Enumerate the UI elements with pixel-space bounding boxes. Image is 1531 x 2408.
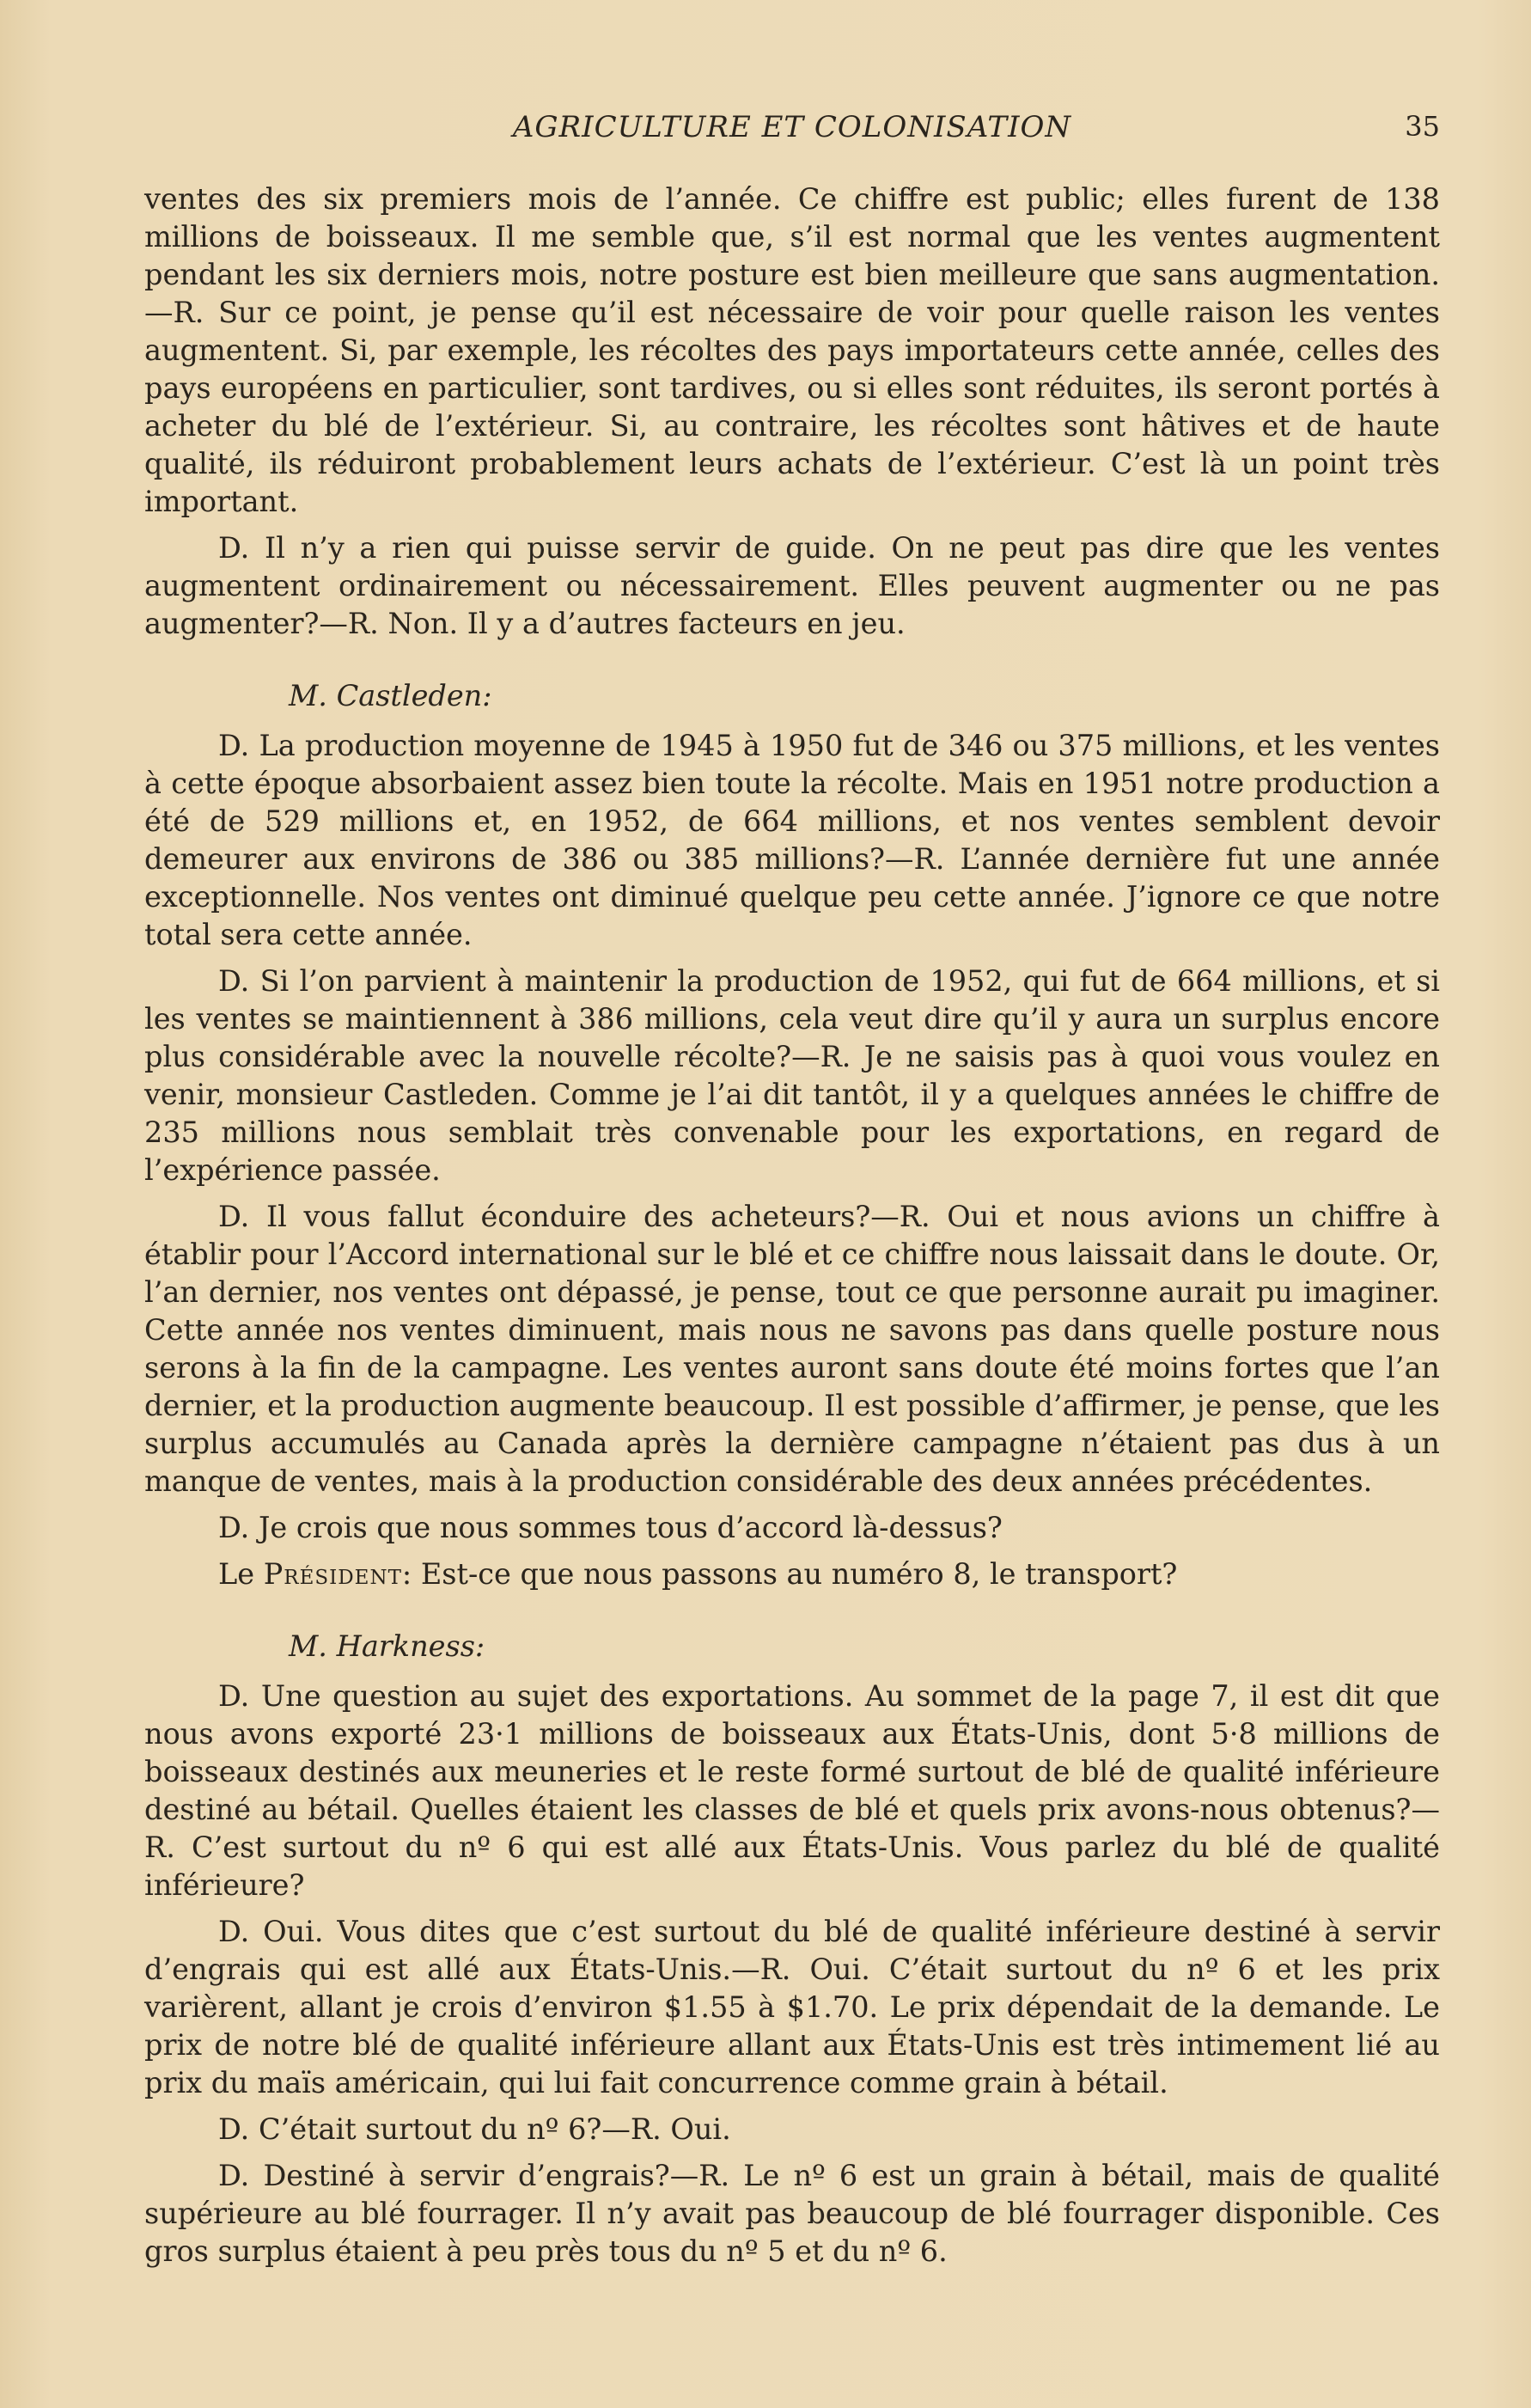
document-body — [144, 180, 1440, 2270]
page-number: 35 — [1405, 110, 1440, 143]
paragraph: D. Une question au sujet des exportations. Au sommet de la page 7, il est dit que nous avons exporté 23·1 millions de boisseaux aux États-Unis, dont 5·8 millions de boisseaux destinés aux meuneries et le reste formé surtout de blé de qualité inférieure destiné au bétail. Quelles étaient les classes de blé et quels prix avons-nous obtenus?—R. C’est surtout du nº 6 qui est allé aux États-Unis. Vous parlez du blé de qualité inférieure? — [144, 1679, 1440, 1902]
paragraph: D. Oui. Vous dites que c’est surtout du blé de qualité inférieure destiné à servir d’engrais qui est allé aux États-Unis.—R. Oui. C’était surtout du nº 6 et les prix varièrent, allant je crois d’environ $1.55 à $1.70. Le prix dépendait de la demande. Le prix de notre blé de qualité inférieure allant aux États-Unis est très intimement lié au prix du maïs américain, qui lui fait concurrence comme grain à bétail. — [144, 1915, 1440, 2099]
running-title: AGRICULTURE ET COLONISATION — [512, 110, 1072, 144]
paragraph: D. Il vous fallut éconduire des acheteurs?—R. Oui et nous avions un chiffre à établir pour l’Accord international sur le blé et ce chiffre nous laissait dans le doute. Or, l’an dernier, nos ventes ont dépassé, je pense, tout ce que personne aurait pu imaginer. Cette année nos ventes diminuent, mais nous ne savons pas dans quelle posture nous serons à la fin de la campagne. Les ventes auront sans doute été moins fortes que l’an dernier, et la production augmente beaucoup. Il est possible d’affirmer, je pense, que les surplus accumulés au Canada après la dernière campagne n’étaient pas dus à un manque de ventes, mais à la production considérable des deux années précédentes. — [144, 1200, 1440, 1498]
president-lead: Le — [218, 1557, 264, 1591]
speaker-heading: M. Harkness: — [289, 1629, 485, 1663]
president-remark — [144, 1555, 1440, 1593]
paragraph: D. La production moyenne de 1945 à 1950 fut de 346 ou 375 millions, et les ventes à cette époque absorbaient assez bien toute la récolte. Mais en 1951 notre production a été de 529 millions et, en 1952, de 664 millions, et nos ventes semblent devoir demeurer aux environs de 386 ou 385 millions?—R. L’année dernière fut une année exceptionnelle. Nos ventes ont diminué quelque peu cette année. J’ignore ce que notre total sera cette année. — [144, 729, 1440, 951]
paragraph: D. Si l’on parvient à maintenir la production de 1952, qui fut de 664 millions, et si les ventes se maintiennent à 386 millions, cela veut dire qu’il y aura un surplus encore plus considérable avec la nouvelle récolte?—R. Je ne saisis pas à quoi vous voulez en venir, monsieur Castleden. Comme je l’ai dit tantôt, il y a quelques années le chiffre de 235 millions nous semblait très convenable pour les exportations, en regard de l’expérience passée. — [144, 964, 1440, 1187]
speaker-heading: M. Castleden: — [289, 679, 492, 712]
page-header — [144, 110, 1440, 153]
paragraph: D. C’était surtout du nº 6?—R. Oui. — [218, 2112, 731, 2146]
paragraph: D. Il n’y a rien qui puisse servir de guide. On ne peut pas dire que les ventes augmentent ordinairement ou nécessairement. Elles peuvent augmenter ou ne pas augmenter?—R. Non. Il y a d’autres facteurs en jeu. — [144, 531, 1440, 640]
paragraph: D. Je crois que nous sommes tous d’accord là-dessus? — [218, 1511, 1003, 1544]
paragraph: ventes des six premiers mois de l’année. Ce chiffre est public; elles furent de 138 millions de boisseaux. Il me semble que, s’il est normal que les ventes augmentent pendant les six derniers mois, notre posture est bien meilleure que sans augmentation.—R. Sur ce point, je pense qu’il est nécessaire de voir pour quelle raison les ventes augmentent. Si, par exemple, les récoltes des pays importateurs cette année, celles des pays européens en particulier, sont tardives, ou si elles sont réduites, ils seront portés à acheter du blé de l’extérieur. Si, au contraire, les récoltes sont hâtives et de haute qualité, ils réduiront probablement leurs achats de l’extérieur. C’est là un point très important. — [144, 182, 1440, 518]
president-label: Président — [263, 1557, 402, 1591]
president-text: : Est-ce que nous passons au numéro 8, le transport? — [401, 1557, 1178, 1591]
paragraph: D. Destiné à servir d’engrais?—R. Le nº 6 est un grain à bétail, mais de qualité supérieure au blé fourrager. Il n’y avait pas beaucoup de blé fourrager disponible. Ces gros surplus étaient à peu près tous du nº 5 et du nº 6. — [144, 2159, 1440, 2268]
